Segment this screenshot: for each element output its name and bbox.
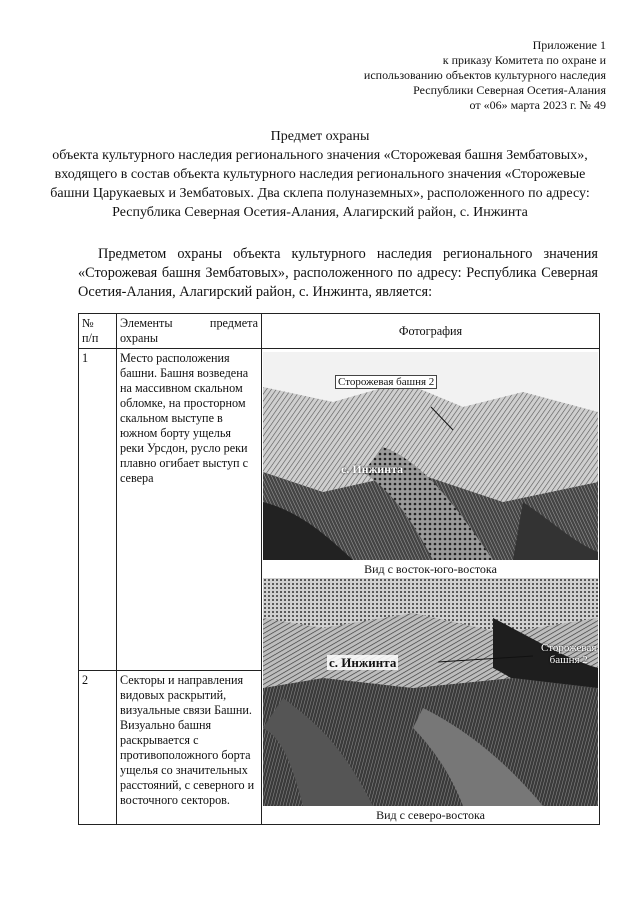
photo-2-village-label: с. Инжинта (329, 655, 397, 670)
header-photo: Фотография (262, 314, 600, 349)
appendix-line: использованию объектов культурного наследия (363, 68, 606, 82)
header-elements-word3: охраны (120, 331, 159, 345)
photo-1-village-label: с. Инжинта (341, 462, 404, 476)
photo-1 (263, 352, 598, 560)
header-elements (117, 314, 262, 349)
appendix-block (306, 38, 606, 113)
row-elements-text: Место расположения башни. Башня возведена на массивном скальном обломке, на просторном скальном выступе в южном борту ущелья реки Урсдон, русло реки плавно огибает выступ с севера (117, 349, 262, 671)
header-elements-word1: Элементы (120, 316, 173, 330)
photo-2 (263, 578, 598, 806)
row-num: 2 (79, 671, 117, 825)
photo-2-caption: Вид с северо-востока (376, 808, 485, 822)
photo-1-tower-label: Сторожевая башня 2 (335, 375, 437, 389)
protection-table (78, 313, 600, 825)
row-num: 1 (79, 349, 117, 671)
intro-paragraph (78, 245, 598, 302)
intro-text: Предметом охраны объекта культурного наследия регионального значения «Сторожевая башня Зембатовых», расположенного по адресу: Республика Северная Осетия-Алания, Алагирский район, с. Инжинта, является: (78, 246, 598, 300)
appendix-line: к приказу Комитета по охране и (442, 53, 606, 67)
title-heading: Предмет охраны (270, 129, 370, 144)
photo-1-caption: Вид с восток-юго-востока (364, 562, 497, 576)
appendix-line: от «06» марта 2023 г. № 49 (469, 98, 606, 112)
header-num-line1: № (82, 316, 94, 330)
document-title (40, 127, 600, 222)
photo-2-tower-label-line1: Сторожевая (541, 642, 597, 654)
header-elements-word2: предмета (209, 316, 258, 330)
photo-2-tower-label (541, 642, 596, 666)
row-elements-text: Секторы и направления видовых раскрытий, визуальные связи Башни. Визуально башня раскрывается с противоположного борта ущелья со значительных расстояний, с северного и восточного секторов. (117, 671, 262, 825)
title-body: объекта культурного наследия регионального значения «Сторожевая башня Зембатовых», входящего в состав объекта культурного наследия регионального значения «Сторожевые башни Царукаевых и Зембатовых. Два склепа полуназемных», расположенного по адресу: Республика Северная Осетия-Алания, Алагирский район, с. Инжинта (50, 148, 590, 220)
appendix-line: Приложение 1 (532, 38, 606, 52)
appendix-line: Республики Северная Осетия-Алания (413, 83, 606, 97)
header-num-line2: п/п (82, 331, 99, 345)
photo-cell (262, 349, 600, 825)
table-header-row (79, 314, 600, 349)
table-row (79, 349, 600, 671)
header-num (79, 314, 117, 349)
photo-2-tower-label-line2: башня 2 (549, 654, 588, 666)
